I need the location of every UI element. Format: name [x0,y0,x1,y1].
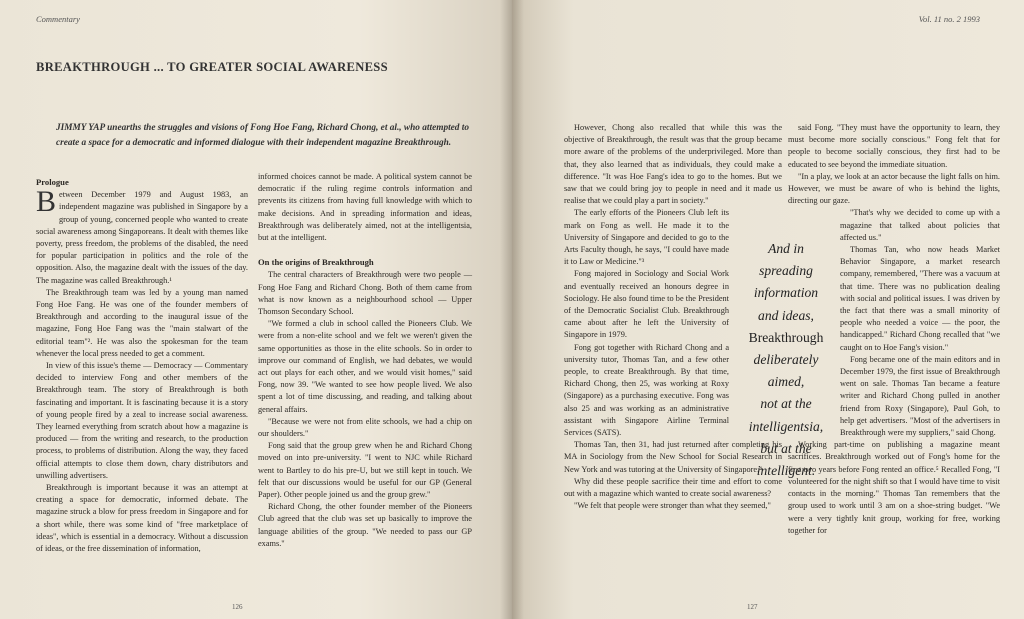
paragraph: Working part-time on publishing a magazine meant sacrifices. Breakthrough worked out of Fong's home for the first two years before Fong rented an office.⁵ Recalled Fong, "I volunteered for the night shift so that I would have time to visit contacts in the morning." Thomas Tan remembers that the group used to work until 3 am on a shoe-string budget. "We were a very tightly knit group, working for free, working together for [788,440,1000,535]
pull-quote-line: and ideas, [758,307,814,323]
pull-quote-line: information [753,285,819,301]
paragraph: The central characters of Breakthrough were two people — Fong Hoe Fang and Richard Chong. Both of them came from what is now known as a neighbourhood school — Upper Thomson Secondary School. [258,270,472,317]
paragraph: The early efforts of the Pioneers Club left its mark on Fong as well. He made it to the University of Singapore and decided to go to the Arts Faculty though, he says, "I could have made it to Law or Medicine."³ [564,208,729,267]
paragraph: Breakthrough is important because it was an attempt at creating a space for democratic, informed debate. The magazine struck a blow for press freedom in Singapore and for a short while, there was some kind of "free marketplace of ideas", which is essential in a democracy. Without a discussion of ideas, or the free dissemination of information, [36,483,248,554]
pull-quote-line: Breakthrough [748,329,824,345]
paragraph: informed choices cannot be made. A political system cannot be democratic if the ruling regime controls information and prevents its citizens from having full knowledge with which to make decisions. And in spreading information and ideas, Breakthrough was deliberately aimed, not at the intelligentsia, but at the intelligent. [258,172,472,243]
text-column-1 [36,174,248,555]
paragraph: "We formed a club in school called the Pioneers Club. We were from a non-elite school and we felt we weren't given the same opportunities as those in the elite schools. So in order to improve our command of English, we had debates, we would act out plays for each other, and we would visit homes," said Fong, now 39. "We wanted to see how people lived. We also spent a lot of time discussing, and reading, and talking about general affairs. [258,319,472,414]
article-standfirst: JIMMY YAP unearths the struggles and visions of Fong Hoe Fang, Richard Chong, et al., who attempted to create a space for a democratic and informed dialogue with their independent magazine Breakthrough. [56,123,470,148]
paragraph-text: etween December 1979 and August 1983, an independent magazine was published in Singapore by a group of young, concerned people who wanted to create social awareness among Singaporeans. It dealt with themes like poverty, press freedom, the problems of the disabled, the need for popular participation in politics and the role of the opposition. Also, the magazine dealt with the issues of the day. The magazine was called Breakthrough.¹ [36,190,248,285]
page-number-right: 127 [747,603,758,611]
paragraph: Richard Chong, the other founder member of the Pioneers Club agreed that the club was set up basically to improve the language abilities of the group. "We needed to pass our GP exams." [258,502,472,548]
pull-quote-line: spreading [759,263,813,279]
running-head-left: Commentary [36,14,80,24]
paragraph: Fong got together with Richard Chong and a university tutor, Thomas Tan, and a few other people, to create Breakthrough. By that time, Richard Chong, then 25, was working at Roxy (Singapore) as a purchasing executive. Fong was also 25 and was working as an administrative assistant with Singapore Airline Terminal Services (SATS). [564,342,729,438]
paragraph: Fong majored in Sociology and Social Work and eventually received an honours degree in Sociology. He also found time to be the President of the Democratic Socialist Club. Breakthrough came about after he left the University of Singapore in 1979. [564,269,729,340]
paragraph: "Because we were not from elite schools, we had a chip on our shoulders." [258,416,472,439]
article-title: BREAKTHROUGH ... TO GREATER SOCIAL AWARENESS [36,60,388,74]
drop-cap: B [36,185,57,219]
pull-quote-line: but at the [760,440,812,456]
pull-quote-line: And in [768,241,804,256]
paragraph: However, Chong also recalled that while this was the objective of Breakthrough, the result was that the group became more aware of the problems of the underprivileged. More than that, they also learned that as individuals, they could make a difference. "It was Hoe Fang's idea to go to the homes. But we saw that we could bring joy to people in need and it made us realise that we could play a part in society." [564,123,782,206]
paragraph: In view of this issue's theme — Democracy — Commentary decided to interview Fong and other members of the Breakthrough team. The story of Breakthrough is both fascinating and important. It is fascinating because it is a story of young people fired by a zeal to increase social awareness. They learned everything from scratch about how a magazine is produced — from the writing and research, to the production process, to problems of distribution. Along the way, they faced official attempts to close them down, chary distributors and unwilling advertisers. [36,361,248,480]
pull-quote-line: intelligent. [756,463,816,479]
paragraph: Why did these people sacrifice their time and effort to come out with a magazine which wanted to create social awareness? [564,476,782,499]
text-column-2 [258,171,472,550]
paragraph: said Fong. "They must have the opportunity to learn, they must become more socially conscious." Fong felt that for people to become socially conscious, they first had to be educated to see beyond the immediate situation. [788,123,1000,169]
paragraph: Thomas Tan, then 31, had just returned after completing his MA in Sociology from the New School for Social Research in New York and was tutoring at the University of Singapore.⁴ [564,440,782,474]
pull-quote-line: intelligentsia, [748,418,824,434]
section-heading-origins: On the origins of Breakthrough [258,257,374,268]
paragraph: "That's why we decided to come up with a magazine that talked about policies that affected us." [840,208,1000,242]
paragraph: "We felt that people were stronger than what they seemed," [574,501,771,511]
page-number-left: 126 [232,603,243,611]
paragraph [36,185,248,287]
running-head-right: Vol. 11 no. 2 1993 [918,14,980,24]
text-column-4 [788,122,1000,537]
pull-quote-line: aimed, [767,374,805,390]
book-gutter [500,0,524,619]
paragraph: Fong became one of the main editors and in December 1979, the first issue of Breakthrough went on sale. Thomas Tan became a feature writer and Richard Chong pulled in another friend from Roxy (Singapore), Paul Goh, to help get advertisers. "Most of the advertisers in Breakthrough were my suppliers," said Chong. [840,354,1000,438]
paragraph: "In a play, we look at an actor because the light falls on him. However, we must be aware of who is behind the lights, directing our gaze. [788,171,1000,206]
section-heading-prologue: Prologue [36,177,69,187]
paragraph: Thomas Tan, who now heads Market Behavior Singapore, a market research company, remembered, "There was a vacuum at that time. There was no publication dealing with social and political issues. I was driven by the fact that there was a small minority of people who needed a voice — the poor, the handicapped." Richard Chong recalled that "we caught on to Hoe Fang's vision." [840,245,1000,352]
pull-quote-line: not at the [760,396,812,412]
paragraph: The Breakthrough team was led by a young man named Fong Hoe Fang. He was one of the founder members of Breakthrough and according to the inaugural issue of the magazine, Fong Hoe Fang was the "main stalwart of the editorial team"². He was also the spokesman for the team whenever the local press needed to get a comment. [36,287,248,358]
paragraph: Fong said that the group grew when he and Richard Chong moved on into pre-university. "I went to NJC while Richard went to Bartley to do his pre-U, but we still kept in touch. We felt that our discussions would be useful for our GP (General Paper). Other people joined us and the group grew." [258,441,472,500]
pull-quote-line: deliberately [753,352,819,368]
